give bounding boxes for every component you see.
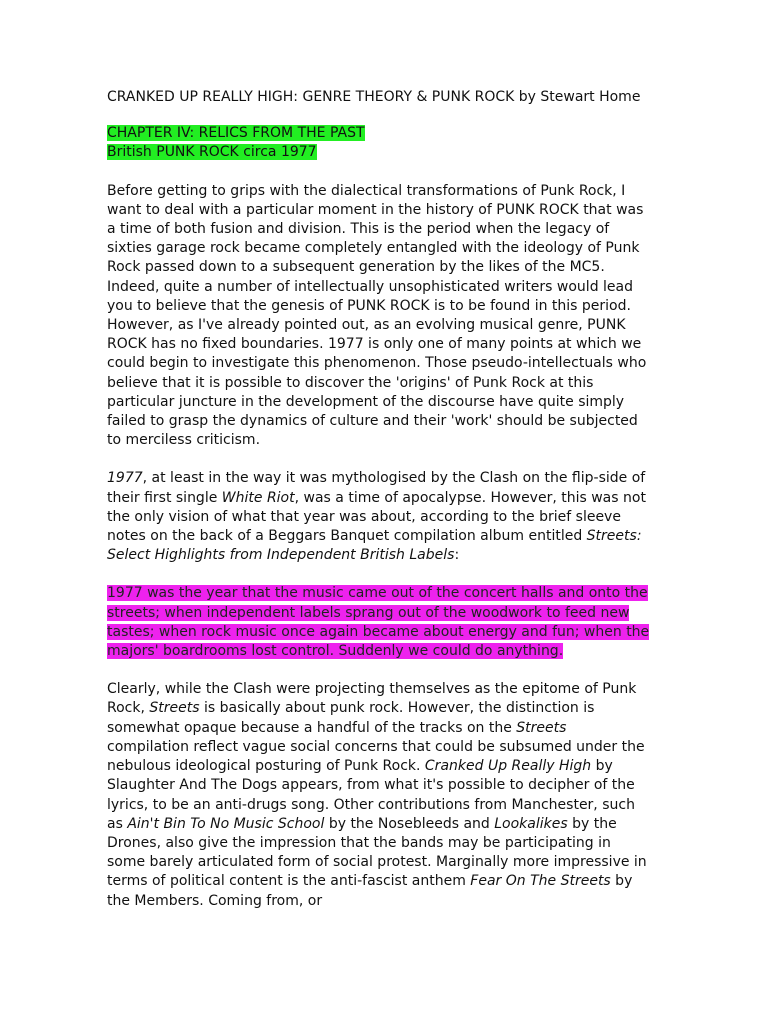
italic-streets-2: Streets — [516, 719, 567, 736]
paragraph-3-text-2: is basically about punk rock. However, the distinction is somewhat opaque because a handful of the tracks on the — [107, 700, 595, 736]
document-page — [107, 88, 651, 911]
chapter-title: CHAPTER IV: RELICS FROM THE PAST — [107, 125, 365, 142]
italic-cranked-up: Cranked Up Really High — [424, 758, 592, 775]
paragraph-2 — [107, 469, 651, 565]
paragraph-3-text-1: Clearly, while the Clash were projecting themselves as the epitome of Punk Rock, — [107, 681, 637, 717]
paragraph-2-text-3: : — [454, 547, 460, 564]
paragraph-3-text-5: by the Nosebleeds and — [324, 815, 495, 832]
paragraph-2-text-2: , was a time of apocalypse. However, this was not the only vision of what that year was about, according to the brief sleeve notes on the back of a Beggars Banquet compilation album entitled — [107, 489, 646, 545]
italic-fear-on-streets: Fear On The Streets — [470, 873, 611, 890]
paragraph-3-text-4: by Slaughter And The Dogs appears, from what it's possible to decipher of the lyrics, to be an anti-drugs song. Other contributions from Manchester, such as — [107, 758, 635, 832]
italic-white-riot: White Riot — [221, 489, 295, 506]
chapter-subtitle: British PUNK ROCK circa 1977 — [107, 144, 317, 161]
italic-aint-bin: Ain't Bin To No Music School — [127, 815, 325, 832]
paragraph-3-text-3: compilation reflect vague social concerns that could be subsumed under the nebulous ideological posturing of Punk Rock. — [107, 738, 645, 775]
italic-streets-album: Streets: Select Highlights from Independent British Labels — [107, 528, 642, 564]
italic-streets-1: Streets — [149, 700, 200, 717]
paragraph-1: Before getting to grips with the dialectical transformations of Punk Rock, I want to deal with a particular moment in the history of PUNK ROCK that was a time of both fusion and division. This is the period when the legacy of sixties garage rock became completely entangled with the ideology of Punk Rock passed down to a subsequent generation by the likes of the MC5. Indeed, quite a number of intellectually unsophisticated writers would lead you to believe that the genesis of PUNK ROCK is to be found in this period. However, as I've already pointed out, as an evolving musical genre, PUNK ROCK has no fixed boundaries. 1977 is only one of many points at which we could begin to investigate this phenomenon. Those pseudo-intellectuals who believe that it is possible to discover the 'origins' of Punk Rock at this particular juncture in the development of the discourse have quite simply failed to grasp the dynamics of culture and their 'work' should be subjected to merciless criticism. — [107, 182, 647, 449]
italic-lookalikes: Lookalikes — [494, 815, 568, 832]
highlighted-quote — [107, 584, 651, 661]
paragraph-3-text-6: by the Drones, also give the impression that the bands may be participating in some barely articulated form of social protest. Marginally more impressive in terms of political content is the anti-fascist anthem — [107, 815, 647, 890]
chapter-heading — [107, 124, 651, 162]
paragraph-3 — [107, 680, 651, 910]
quote-text: 1977 was the year that the music came out of the concert halls and onto the streets; when independent labels sprang out of the woodwork to feed new tastes; when rock music once again became about energy and fun; when the majors' boardrooms lost control. Suddenly we could do anything. — [107, 585, 650, 660]
paragraph-2-text-1: , at least in the way it was mythologised by the Clash on the flip-side of their first single — [107, 470, 646, 506]
italic-1977: 1977 — [107, 470, 143, 487]
paragraph-3-text-7: by the Members. Coming from, or — [107, 873, 633, 909]
document-title: CRANKED UP REALLY HIGH: GENRE THEORY & PUNK ROCK by Stewart Home — [107, 89, 641, 105]
